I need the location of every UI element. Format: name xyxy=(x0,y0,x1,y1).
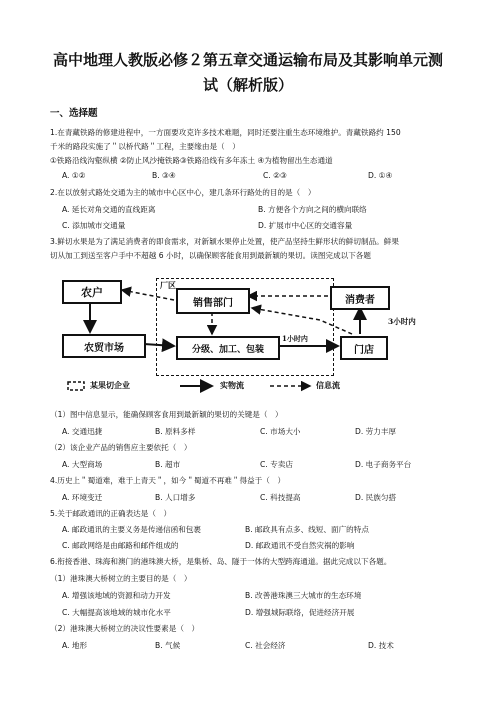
q3-2-option-c: C. 专卖店 xyxy=(260,460,293,469)
q6-stem: 6.衔接香港、珠海和澳门的港珠澳大桥，是集桥、岛、隧于一体的大型跨海通道。据此完成以下各题。 xyxy=(50,557,392,566)
doc-title-line1: 高中地理人教版必修２第五章交通运输布局及其影响单元测 xyxy=(52,51,443,69)
q3-2-stem: （2）该企业产品的销售应主要依托（ ） xyxy=(50,443,192,452)
factory-label: 厂区 xyxy=(160,280,176,290)
q6-1-stem: （1）港珠澳大桥树立的主要目的是（ ） xyxy=(50,574,192,583)
q1-stem-line2: 千米的路段实施了＂以桥代路＂工程，主要缘由是（ ） xyxy=(50,142,240,151)
q2-option-d: D. 扩展市中心区的交通容量 xyxy=(258,221,353,230)
section-heading: 一、选择题 xyxy=(50,108,98,119)
q5-option-d: D. 邮政通讯不受自然灾祸的影响 xyxy=(245,541,355,550)
q4-stem: 4.历史上＂蜀道难，难于上青天＂，如今＂蜀道不再难＂得益于（ ） xyxy=(50,476,286,485)
q3-1-option-c: C. 市场大小 xyxy=(260,427,301,436)
q6-2-stem: （2）港珠澳大桥树立的决议性要素是（ ） xyxy=(50,624,200,633)
q2-option-a: A. 延长对角交通的直线距离 xyxy=(62,205,156,214)
q3-1-stem: （1）图中信息显示，能确保顾客食用到最新颖的果切的关键是（ ） xyxy=(50,410,283,419)
legend-company-label: 某果切企业 xyxy=(90,380,130,390)
q4-option-c: C. 科技提高 xyxy=(260,493,301,502)
q1-option-a: A. ①② xyxy=(62,171,86,180)
q3-stem-line1: 3.鲜切水果是为了满足消费者的即食需求，对新颖水果停止处置，使产品坚持生鲜形状的鲜切制品。鲜果 xyxy=(50,237,399,246)
consumer-box: 消费者 xyxy=(330,286,390,310)
farmer-box: 农户 xyxy=(62,280,122,304)
q3-1-option-a: A. 交通迅捷 xyxy=(62,427,103,436)
q6-2-option-c: C. 社会经济 xyxy=(245,641,286,650)
q3-2-option-d: D. 电子商务平台 xyxy=(355,460,412,469)
processing-box: 分级、加工、包装 xyxy=(176,336,280,360)
q6-1-option-c: C. 大幅提高该地域的城市化水平 xyxy=(62,608,171,617)
legend-company-swatch xyxy=(68,382,84,390)
q1-option-b: B. ③④ xyxy=(152,171,176,180)
q3-2-option-a: A. 大型商场 xyxy=(62,460,103,469)
q5-stem: 5.关于邮政通讯的正确表达是（ ） xyxy=(50,509,172,518)
q5-option-c: C. 邮政网络是由邮路和邮件组成的 xyxy=(62,541,179,550)
q3-1-option-d: D. 劳力丰厚 xyxy=(355,427,397,436)
store-box: 门店 xyxy=(340,336,388,360)
fruit-supply-diagram xyxy=(60,276,442,400)
q5-option-b: B. 邮政具有点多、线短、面广的特点 xyxy=(245,525,369,534)
sales-dept-box: 销售部门 xyxy=(176,288,250,314)
legend-info-label: 信息流 xyxy=(316,380,340,390)
market-box: 农贸市场 xyxy=(62,334,146,358)
q6-1-option-d: D. 增强城际联络，促进经济开展 xyxy=(245,608,355,617)
q1-stem-line1: 1.在青藏铁路的修建进程中，一方面要攻克许多技术难题，同时还要注重生态环境维护。青藏铁路约 150 xyxy=(50,128,401,137)
q3-2-option-b: B. 超市 xyxy=(155,460,181,469)
q1-option-c: C. ②③ xyxy=(263,171,287,180)
q6-2-option-a: A. 地形 xyxy=(62,641,88,650)
q6-2-option-d: D. 技术 xyxy=(368,641,394,650)
legend-physical-label: 实物流 xyxy=(220,380,244,390)
time-3h-label: 3小时内 xyxy=(388,317,416,326)
q4-option-a: A. 环境变迁 xyxy=(62,493,103,502)
q4-option-b: B. 人口增多 xyxy=(155,493,196,502)
q6-2-option-b: B. 气候 xyxy=(155,641,181,650)
q1-statements: ①铁路沿线沟壑纵横 ②防止风沙掩铁路③铁路沿线有多年冻土 ④为植物留出生态通道 xyxy=(50,156,333,165)
q5-option-a: A. 邮政通讯的主要义务是传递信函和包裹 xyxy=(62,525,201,534)
q2-option-c: C. 添加城市交通量 xyxy=(62,221,126,230)
q3-stem-line2: 切从加工到送至客户手中不超越 6 小时，以确保顾客能食用到最新颖的果切。读图完成以下各题 xyxy=(50,251,371,260)
q4-option-d: D. 民族匀搭 xyxy=(355,493,397,502)
q1-option-d: D. ①④ xyxy=(368,171,393,180)
time-1h-label: 1小时内 xyxy=(282,334,308,343)
doc-title-line2: 试（解析版） xyxy=(202,76,293,94)
q6-1-option-a: A. 增强该地域的资源和动力开发 xyxy=(62,591,171,600)
q2-stem: 2.在以放射式路处交通为主的城市中心区中心，建几条环行路处的目的是（ ） xyxy=(50,188,316,197)
q2-option-b: B. 方便各个方向之间的横向联络 xyxy=(258,205,367,214)
q3-1-option-b: B. 原料多样 xyxy=(155,427,196,436)
q6-1-option-b: B. 改善港珠澳三大城市的生态环境 xyxy=(245,591,362,600)
